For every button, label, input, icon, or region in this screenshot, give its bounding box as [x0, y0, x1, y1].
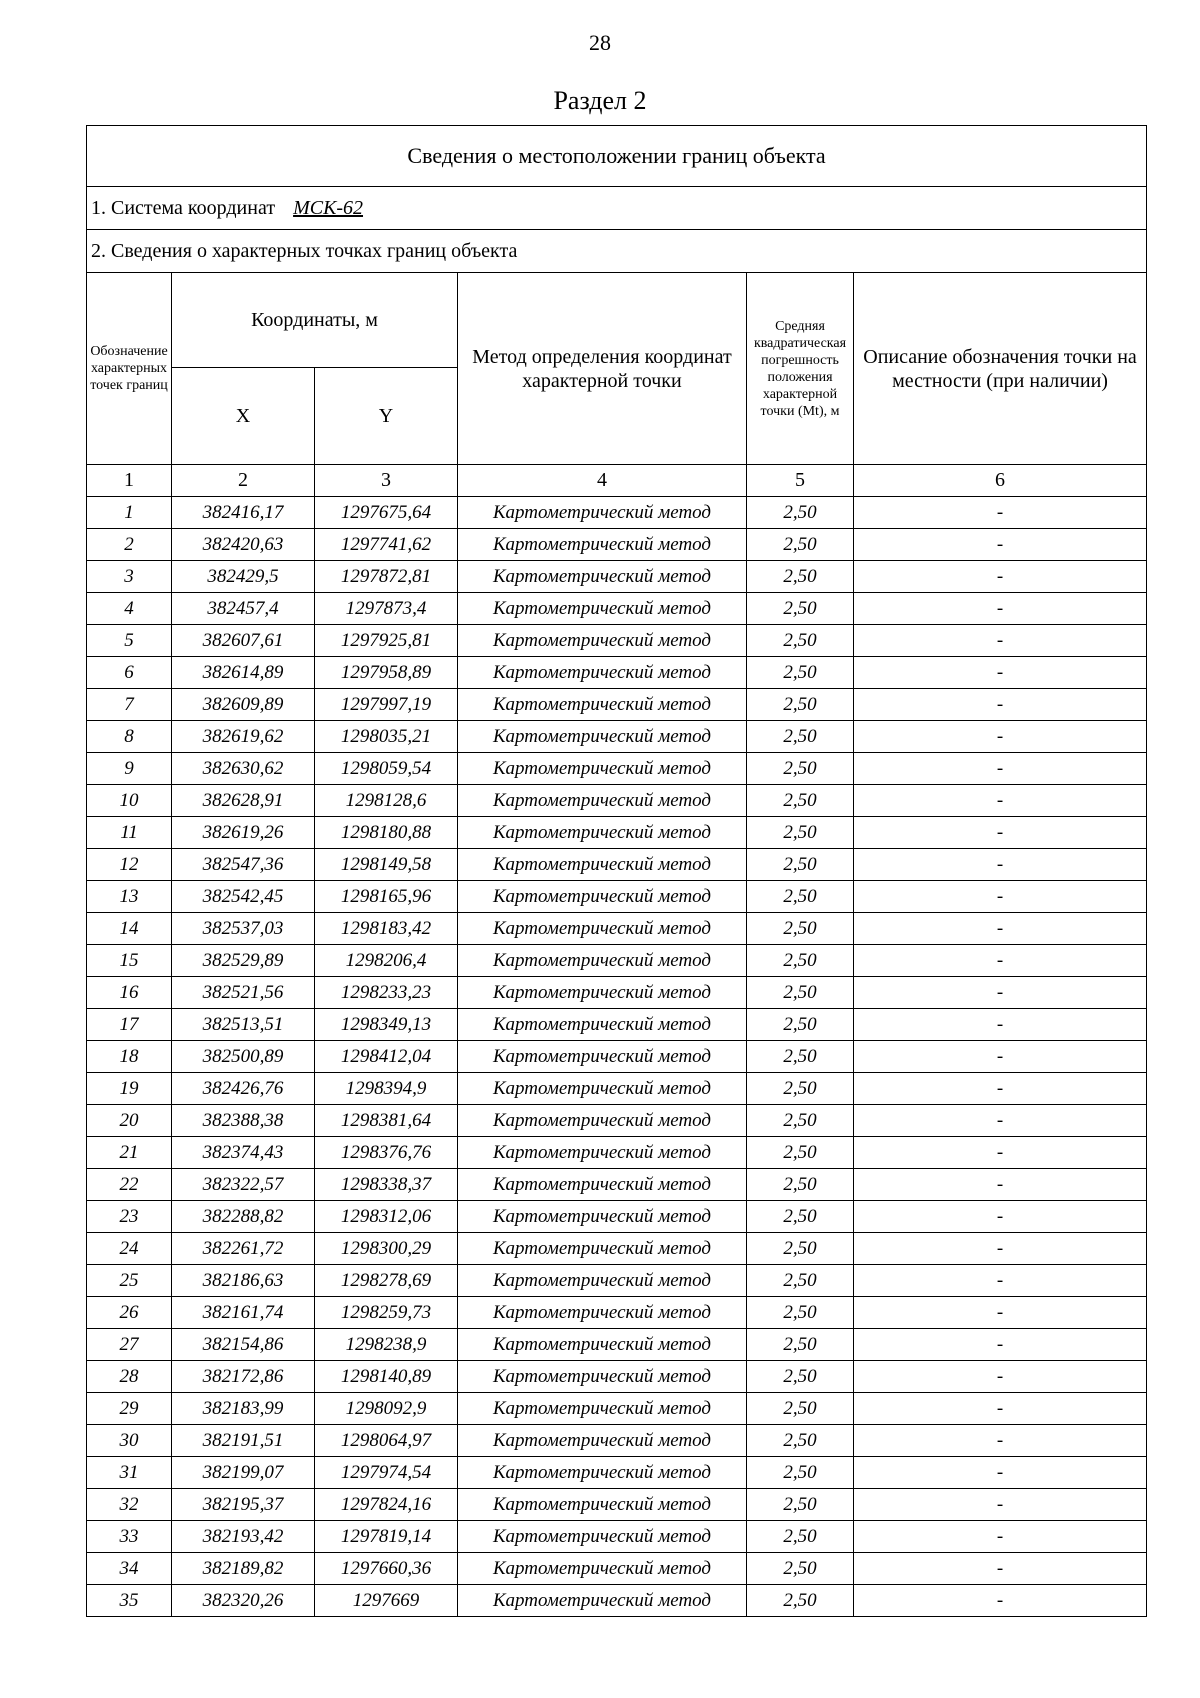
table-row — [87, 1265, 1147, 1297]
coord-system-value: МСК-62 — [293, 196, 364, 219]
y-cell: 1297958,89 — [315, 657, 458, 689]
method-cell: Картометрический метод — [458, 913, 747, 945]
error-cell: 2,50 — [747, 593, 854, 625]
method-cell: Картометрический метод — [458, 561, 747, 593]
method-cell: Картометрический метод — [458, 1009, 747, 1041]
error-cell: 2,50 — [747, 1361, 854, 1393]
table-row — [87, 1553, 1147, 1585]
method-cell: Картометрический метод — [458, 785, 747, 817]
y-cell: 1297675,64 — [315, 497, 458, 529]
method-cell: Картометрический метод — [458, 1041, 747, 1073]
error-cell: 2,50 — [747, 625, 854, 657]
error-cell: 2,50 — [747, 529, 854, 561]
column-number: 5 — [747, 465, 854, 497]
x-cell: 382630,62 — [172, 753, 315, 785]
table-caption: Сведения о местоположении границ объекта — [87, 126, 1147, 187]
coord-system-label: 1. Система координат — [91, 196, 276, 219]
error-cell: 2,50 — [747, 913, 854, 945]
description-cell: - — [854, 1553, 1147, 1585]
point-number-cell: 26 — [87, 1297, 172, 1329]
method-cell: Картометрический метод — [458, 753, 747, 785]
method-cell: Картометрический метод — [458, 1073, 747, 1105]
table-row — [87, 689, 1147, 721]
table-row — [87, 1137, 1147, 1169]
error-cell: 2,50 — [747, 1585, 854, 1617]
point-number-cell: 10 — [87, 785, 172, 817]
x-cell: 382420,63 — [172, 529, 315, 561]
description-cell: - — [854, 1041, 1147, 1073]
error-cell: 2,50 — [747, 753, 854, 785]
error-cell: 2,50 — [747, 849, 854, 881]
point-number-cell: 12 — [87, 849, 172, 881]
y-cell: 1298312,06 — [315, 1201, 458, 1233]
point-number-cell: 13 — [87, 881, 172, 913]
description-cell: - — [854, 1233, 1147, 1265]
y-cell: 1298376,76 — [315, 1137, 458, 1169]
description-cell: - — [854, 945, 1147, 977]
y-cell: 1297660,36 — [315, 1553, 458, 1585]
header-designation: Обозначение характерных точек границ — [87, 273, 172, 465]
error-cell: 2,50 — [747, 1265, 854, 1297]
x-cell: 382322,57 — [172, 1169, 315, 1201]
description-cell: - — [854, 753, 1147, 785]
method-cell: Картометрический метод — [458, 1137, 747, 1169]
point-number-cell: 28 — [87, 1361, 172, 1393]
method-cell: Картометрический метод — [458, 721, 747, 753]
column-number: 3 — [315, 465, 458, 497]
y-cell: 1298180,88 — [315, 817, 458, 849]
x-cell: 382426,76 — [172, 1073, 315, 1105]
description-cell: - — [854, 1137, 1147, 1169]
point-number-cell: 27 — [87, 1329, 172, 1361]
point-number-cell: 2 — [87, 529, 172, 561]
description-cell: - — [854, 977, 1147, 1009]
x-cell: 382183,99 — [172, 1393, 315, 1425]
method-cell: Картометрический метод — [458, 1457, 747, 1489]
column-number: 6 — [854, 465, 1147, 497]
error-cell: 2,50 — [747, 817, 854, 849]
x-cell: 382607,61 — [172, 625, 315, 657]
table-row — [87, 561, 1147, 593]
y-cell: 1297669 — [315, 1585, 458, 1617]
header-error: Средняя квадратическая погрешность положения характерной точки (Mt), м — [747, 273, 854, 465]
y-cell: 1298338,37 — [315, 1169, 458, 1201]
point-number-cell: 18 — [87, 1041, 172, 1073]
error-cell: 2,50 — [747, 1553, 854, 1585]
x-cell: 382609,89 — [172, 689, 315, 721]
page-number: 28 — [589, 30, 611, 55]
table-row — [87, 881, 1147, 913]
table-row — [87, 817, 1147, 849]
description-cell: - — [854, 497, 1147, 529]
x-cell: 382500,89 — [172, 1041, 315, 1073]
x-cell: 382388,38 — [172, 1105, 315, 1137]
description-cell: - — [854, 1329, 1147, 1361]
boundary-points-table — [86, 125, 1147, 1617]
y-cell: 1298059,54 — [315, 753, 458, 785]
table-row — [87, 1585, 1147, 1617]
table-row — [87, 1009, 1147, 1041]
table-row — [87, 977, 1147, 1009]
table-row — [87, 753, 1147, 785]
x-cell: 382189,82 — [172, 1553, 315, 1585]
header-method: Метод определения координат характерной точки — [458, 273, 747, 465]
x-cell: 382288,82 — [172, 1201, 315, 1233]
x-cell: 382529,89 — [172, 945, 315, 977]
point-number-cell: 5 — [87, 625, 172, 657]
y-cell: 1298165,96 — [315, 881, 458, 913]
header-x: X — [172, 368, 315, 465]
point-number-cell: 20 — [87, 1105, 172, 1137]
y-cell: 1298183,42 — [315, 913, 458, 945]
description-cell: - — [854, 1169, 1147, 1201]
error-cell: 2,50 — [747, 1329, 854, 1361]
header-y: Y — [315, 368, 458, 465]
method-cell: Картометрический метод — [458, 1393, 747, 1425]
point-number-cell: 9 — [87, 753, 172, 785]
table-row — [87, 785, 1147, 817]
method-cell: Картометрический метод — [458, 1297, 747, 1329]
x-cell: 382457,4 — [172, 593, 315, 625]
method-cell: Картометрический метод — [458, 1521, 747, 1553]
table-row — [87, 1297, 1147, 1329]
column-numbers-row — [87, 465, 1147, 497]
x-cell: 382199,07 — [172, 1457, 315, 1489]
point-number-cell: 3 — [87, 561, 172, 593]
method-cell: Картометрический метод — [458, 1105, 747, 1137]
table-row — [87, 593, 1147, 625]
y-cell: 1298035,21 — [315, 721, 458, 753]
x-cell: 382547,36 — [172, 849, 315, 881]
x-cell: 382628,91 — [172, 785, 315, 817]
method-cell: Картометрический метод — [458, 593, 747, 625]
point-number-cell: 33 — [87, 1521, 172, 1553]
error-cell: 2,50 — [747, 1425, 854, 1457]
error-cell: 2,50 — [747, 561, 854, 593]
table-row — [87, 1169, 1147, 1201]
column-number: 4 — [458, 465, 747, 497]
table-row — [87, 1233, 1147, 1265]
method-cell: Картометрический метод — [458, 881, 747, 913]
description-cell: - — [854, 1297, 1147, 1329]
x-cell: 382261,72 — [172, 1233, 315, 1265]
error-cell: 2,50 — [747, 1297, 854, 1329]
description-cell: - — [854, 913, 1147, 945]
method-cell: Картометрический метод — [458, 977, 747, 1009]
point-number-cell: 35 — [87, 1585, 172, 1617]
table-row — [87, 1073, 1147, 1105]
point-number-cell: 14 — [87, 913, 172, 945]
error-cell: 2,50 — [747, 1489, 854, 1521]
point-number-cell: 31 — [87, 1457, 172, 1489]
coord-system-row — [87, 187, 1147, 230]
y-cell: 1298412,04 — [315, 1041, 458, 1073]
method-cell: Картометрический метод — [458, 1169, 747, 1201]
y-cell: 1298278,69 — [315, 1265, 458, 1297]
x-cell: 382429,5 — [172, 561, 315, 593]
y-cell: 1298259,73 — [315, 1297, 458, 1329]
point-number-cell: 7 — [87, 689, 172, 721]
section-title: Раздел 2 — [553, 86, 647, 115]
point-number-cell: 29 — [87, 1393, 172, 1425]
point-number-cell: 21 — [87, 1137, 172, 1169]
point-number-cell: 32 — [87, 1489, 172, 1521]
point-number-cell: 25 — [87, 1265, 172, 1297]
y-cell: 1298300,29 — [315, 1233, 458, 1265]
header-description: Описание обозначения точки на местности (при наличии) — [854, 273, 1147, 465]
point-number-cell: 1 — [87, 497, 172, 529]
description-cell: - — [854, 1265, 1147, 1297]
x-cell: 382193,42 — [172, 1521, 315, 1553]
method-cell: Картометрический метод — [458, 945, 747, 977]
error-cell: 2,50 — [747, 1393, 854, 1425]
point-number-cell: 24 — [87, 1233, 172, 1265]
method-cell: Картометрический метод — [458, 849, 747, 881]
method-cell: Картометрический метод — [458, 657, 747, 689]
table-row — [87, 1041, 1147, 1073]
y-cell: 1297974,54 — [315, 1457, 458, 1489]
error-cell: 2,50 — [747, 1137, 854, 1169]
column-number: 2 — [172, 465, 315, 497]
error-cell: 2,50 — [747, 1041, 854, 1073]
description-cell: - — [854, 1425, 1147, 1457]
error-cell: 2,50 — [747, 1169, 854, 1201]
table-row — [87, 1329, 1147, 1361]
point-number-cell: 17 — [87, 1009, 172, 1041]
table-row — [87, 625, 1147, 657]
point-number-cell: 16 — [87, 977, 172, 1009]
y-cell: 1298140,89 — [315, 1361, 458, 1393]
x-cell: 382172,86 — [172, 1361, 315, 1393]
header-coordinates: Координаты, м — [172, 273, 458, 368]
method-cell: Картометрический метод — [458, 1361, 747, 1393]
x-cell: 382320,26 — [172, 1585, 315, 1617]
table-row — [87, 1425, 1147, 1457]
x-cell: 382542,45 — [172, 881, 315, 913]
description-cell: - — [854, 1009, 1147, 1041]
x-cell: 382191,51 — [172, 1425, 315, 1457]
x-cell: 382537,03 — [172, 913, 315, 945]
y-cell: 1297997,19 — [315, 689, 458, 721]
x-cell: 382416,17 — [172, 497, 315, 529]
point-number-cell: 8 — [87, 721, 172, 753]
x-cell: 382513,51 — [172, 1009, 315, 1041]
y-cell: 1298233,23 — [315, 977, 458, 1009]
description-cell: - — [854, 593, 1147, 625]
y-cell: 1298381,64 — [315, 1105, 458, 1137]
y-cell: 1298394,9 — [315, 1073, 458, 1105]
x-cell: 382521,56 — [172, 977, 315, 1009]
method-cell: Картометрический метод — [458, 625, 747, 657]
y-cell: 1298064,97 — [315, 1425, 458, 1457]
y-cell: 1297873,4 — [315, 593, 458, 625]
description-cell: - — [854, 657, 1147, 689]
error-cell: 2,50 — [747, 1521, 854, 1553]
x-cell: 382154,86 — [172, 1329, 315, 1361]
y-cell: 1298349,13 — [315, 1009, 458, 1041]
table-row — [87, 945, 1147, 977]
description-cell: - — [854, 849, 1147, 881]
y-cell: 1298238,9 — [315, 1329, 458, 1361]
method-cell: Картометрический метод — [458, 1265, 747, 1297]
table-row — [87, 657, 1147, 689]
error-cell: 2,50 — [747, 1201, 854, 1233]
description-cell: - — [854, 1201, 1147, 1233]
description-cell: - — [854, 1457, 1147, 1489]
column-number: 1 — [87, 465, 172, 497]
description-cell: - — [854, 1521, 1147, 1553]
table-row — [87, 1457, 1147, 1489]
error-cell: 2,50 — [747, 657, 854, 689]
description-cell: - — [854, 689, 1147, 721]
description-cell: - — [854, 1585, 1147, 1617]
y-cell: 1297741,62 — [315, 529, 458, 561]
table-row — [87, 1393, 1147, 1425]
table-row — [87, 721, 1147, 753]
error-cell: 2,50 — [747, 785, 854, 817]
table-row — [87, 1521, 1147, 1553]
y-cell: 1297824,16 — [315, 1489, 458, 1521]
table-row — [87, 1105, 1147, 1137]
y-cell: 1297925,81 — [315, 625, 458, 657]
point-number-cell: 19 — [87, 1073, 172, 1105]
table-row — [87, 913, 1147, 945]
description-cell: - — [854, 561, 1147, 593]
error-cell: 2,50 — [747, 945, 854, 977]
y-cell: 1298092,9 — [315, 1393, 458, 1425]
method-cell: Картометрический метод — [458, 689, 747, 721]
x-cell: 382619,62 — [172, 721, 315, 753]
point-number-cell: 15 — [87, 945, 172, 977]
points-heading: 2. Сведения о характерных точках границ объекта — [87, 230, 1147, 273]
point-number-cell: 22 — [87, 1169, 172, 1201]
method-cell: Картометрический метод — [458, 497, 747, 529]
point-number-cell: 34 — [87, 1553, 172, 1585]
x-cell: 382161,74 — [172, 1297, 315, 1329]
description-cell: - — [854, 881, 1147, 913]
x-cell: 382186,63 — [172, 1265, 315, 1297]
description-cell: - — [854, 1105, 1147, 1137]
description-cell: - — [854, 1073, 1147, 1105]
error-cell: 2,50 — [747, 1009, 854, 1041]
table-row — [87, 849, 1147, 881]
method-cell: Картометрический метод — [458, 1201, 747, 1233]
y-cell: 1298206,4 — [315, 945, 458, 977]
table-row — [87, 1489, 1147, 1521]
x-cell: 382374,43 — [172, 1137, 315, 1169]
method-cell: Картометрический метод — [458, 1585, 747, 1617]
method-cell: Картометрический метод — [458, 1553, 747, 1585]
error-cell: 2,50 — [747, 721, 854, 753]
y-cell: 1298149,58 — [315, 849, 458, 881]
y-cell: 1297819,14 — [315, 1521, 458, 1553]
table-row — [87, 529, 1147, 561]
error-cell: 2,50 — [747, 689, 854, 721]
method-cell: Картометрический метод — [458, 1425, 747, 1457]
description-cell: - — [854, 785, 1147, 817]
method-cell: Картометрический метод — [458, 529, 747, 561]
point-number-cell: 11 — [87, 817, 172, 849]
point-number-cell: 6 — [87, 657, 172, 689]
error-cell: 2,50 — [747, 1457, 854, 1489]
description-cell: - — [854, 1361, 1147, 1393]
x-cell: 382614,89 — [172, 657, 315, 689]
description-cell: - — [854, 625, 1147, 657]
error-cell: 2,50 — [747, 1233, 854, 1265]
point-number-cell: 30 — [87, 1425, 172, 1457]
table-row — [87, 497, 1147, 529]
x-cell: 382619,26 — [172, 817, 315, 849]
table-row — [87, 1361, 1147, 1393]
error-cell: 2,50 — [747, 497, 854, 529]
error-cell: 2,50 — [747, 977, 854, 1009]
method-cell: Картометрический метод — [458, 1233, 747, 1265]
description-cell: - — [854, 1393, 1147, 1425]
description-cell: - — [854, 1489, 1147, 1521]
error-cell: 2,50 — [747, 1073, 854, 1105]
x-cell: 382195,37 — [172, 1489, 315, 1521]
method-cell: Картометрический метод — [458, 1329, 747, 1361]
y-cell: 1297872,81 — [315, 561, 458, 593]
point-number-cell: 23 — [87, 1201, 172, 1233]
description-cell: - — [854, 817, 1147, 849]
description-cell: - — [854, 721, 1147, 753]
error-cell: 2,50 — [747, 1105, 854, 1137]
point-number-cell: 4 — [87, 593, 172, 625]
table-row — [87, 1201, 1147, 1233]
method-cell: Картометрический метод — [458, 1489, 747, 1521]
error-cell: 2,50 — [747, 881, 854, 913]
y-cell: 1298128,6 — [315, 785, 458, 817]
description-cell: - — [854, 529, 1147, 561]
method-cell: Картометрический метод — [458, 817, 747, 849]
